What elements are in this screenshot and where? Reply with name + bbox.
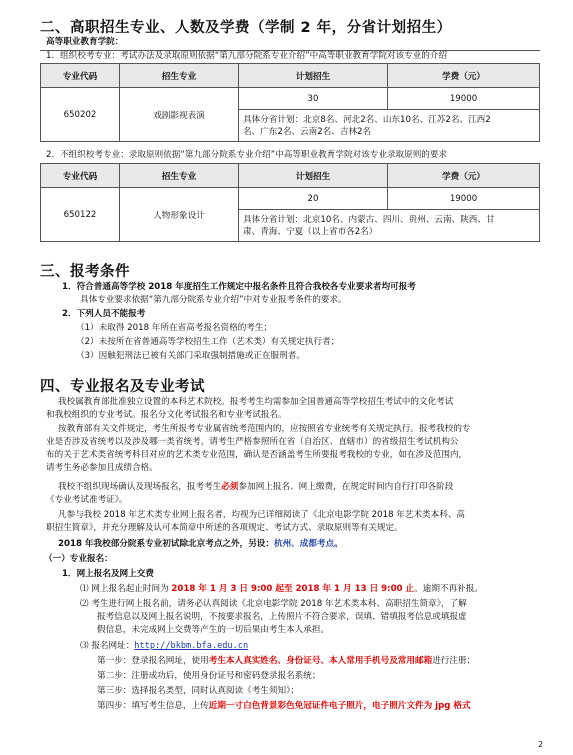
detail-line-1: 北京10名、内蒙古、四川、贵州、云南、陕西、甘 [303, 214, 495, 225]
program-table-1 [40, 63, 540, 142]
text: 参加网上报名、网上缴费，在规定时间内自行打印各阶段 [238, 482, 454, 492]
subsection-registration: （一）专业报名： [44, 554, 113, 564]
text: 第一步：登录报名网址，使用 [97, 656, 209, 666]
text: 进行注册； [432, 656, 476, 666]
header-plan: 计划招生 [239, 164, 388, 188]
photo-requirement: 近期一寸白色背景彩色免冠证件电子照片，电子照片文件为 jpg 格式 [208, 701, 471, 711]
step-3: 第三步：选择报名类型，同时认真阅读《考生须知》； [97, 686, 299, 696]
condition-2-a: （1）未取得 2018 年所在省高考报名资格的考生； [76, 323, 273, 333]
step-1-required-info: 考生本人真实姓名、身份证号、本人常用手机号及常用邮箱 [208, 656, 433, 666]
cell-province-plan [239, 110, 540, 142]
detail-label: 具体分省计划： [243, 114, 304, 125]
extra-exam-sites [58, 539, 343, 550]
header-code: 专业代码 [41, 64, 120, 88]
cell-code: 650122 [41, 188, 120, 242]
paragraph-3-line-2: 《专业考试准考证》。 [46, 495, 128, 505]
step-2: 第二步：注册成功后，使用身份证号和密码登录报名系统； [97, 671, 321, 681]
text: 。逾期不再补报。 [414, 584, 483, 594]
condition-1-detail: 具体专业要求依据“第九部分院系专业介绍”中对专业报考条件的要求。 [80, 295, 347, 305]
registration-dates: 2018 年 1 月 3 日 9:00 起至 2018 年 1 月 13 日 9:00 止 [171, 584, 415, 594]
text: ⑶ 报名网址： [80, 641, 135, 651]
college-name: 高等职业教育学院： [46, 37, 124, 47]
step-1 [97, 656, 475, 667]
registration-note-line-2: 报考信息以及网上报名说明，不按要求报名，上传照片不符合要求，误填、错填报考信息或填报虚 [97, 612, 467, 622]
paragraph-3-line-1 [58, 482, 453, 493]
table-row [41, 88, 540, 110]
section-2-heading: 二、高职招生专业、人数及学费（学制 2 年，分省计划招生） [40, 20, 452, 36]
cell-major: 戏剧影视表演 [120, 88, 239, 142]
section-4-heading: 四、专业报名及专业考试 [40, 379, 205, 395]
cell-fee: 19000 [388, 188, 540, 210]
registration-note-line-1: ⑵ 考生进行网上报名前，请务必认真阅读《北京电影学院 2018 年艺术类本科、高职招生简章》，了解 [80, 599, 467, 609]
detail-line-2: 名、广东2名、云南2名、吉林2名 [243, 126, 372, 137]
header-major: 招生专业 [120, 64, 239, 88]
cell-province-plan [239, 210, 540, 242]
detail-line-2: 肃、青海、宁夏（以上省市各2名） [243, 226, 378, 237]
table-row [41, 188, 540, 210]
registration-url-link[interactable]: http://bkbm.bfa.edu.cn [134, 641, 249, 651]
detail-line-1: 北京8名、河北2名、山东10名、江苏2名、江西2 [303, 114, 491, 125]
registration-period [80, 584, 483, 595]
header-fee: 学费（元） [388, 164, 540, 188]
table-header-row [41, 64, 540, 88]
paragraph-4-line-1: 凡参与我校 2018 年艺术类专业网上报名者，均视为已详细阅读了《北京电影学院 2018 年艺术类本科、高 [58, 510, 466, 520]
emphasis-must: 必须 [221, 482, 239, 492]
text: ⑴ 网上报名起止时间为 [80, 584, 172, 594]
text: 2018 年我校部分院系专业初试除北京考点之外，另设： [58, 539, 274, 549]
subsection-online-registration: 1．网上报名及网上交费 [62, 569, 154, 579]
cell-plan: 30 [239, 88, 388, 110]
paragraph-2-line-3: 布的关于艺术类省统考科目对应的艺术类专业范围，确认是否涵盖考生所要报考我校的专业，如在涉及范围内， [46, 450, 468, 460]
header-code: 专业代码 [41, 164, 120, 188]
header-fee: 学费（元） [388, 64, 540, 88]
section-3-heading: 三、报考条件 [40, 264, 130, 280]
step-4 [97, 701, 471, 712]
detail-label: 具体分省计划： [243, 214, 304, 225]
paragraph-1-line-2: 和我校组织的专业考试。报名分文化考试报名和专业考试报名。 [46, 410, 287, 420]
header-major: 招生专业 [120, 164, 239, 188]
cell-code: 650202 [41, 88, 120, 142]
condition-2-c: （3）因触犯刑法已被有关部门采取强制措施或正在服刑者。 [76, 351, 305, 361]
text: 我校不组织现场确认及现场报名，报考考生 [58, 482, 222, 492]
page-number: 2 [538, 740, 544, 749]
condition-2-b: （2）未按所在省普通高等学校招生工作（艺术类）有关规定执行者； [76, 337, 340, 347]
cell-major: 人物形象设计 [120, 188, 239, 242]
header-plan: 计划招生 [239, 64, 388, 88]
registration-note-line-3: 假信息，未完成网上交费等产生的一切后果由考生本人承担。 [97, 625, 330, 635]
condition-1: 1．符合普通高等学校 2018 年度招生工作规定中报名条件且符合我校各专业要求者均可报考 [62, 282, 416, 292]
paragraph-2-line-2: 业是否涉及省统考以及涉及哪一类省统考，请考生严格参照所在省（自治区、直辖市）的省级招生考试机构公 [46, 437, 459, 447]
text: 第四步：填写考生信息，上传 [97, 701, 209, 711]
cell-fee: 19000 [388, 88, 540, 110]
exam-site-cities: 杭州、成都考点。 [273, 539, 343, 549]
table-header-row [41, 164, 540, 188]
condition-2: 2．下列人员不能报考 [62, 309, 146, 319]
paragraph-2-line-1: 按教育部有关文件规定，考生所报考专业属省统考范围内的，应按照省专业统考有关规定执行。报考我校的专 [58, 424, 471, 434]
paragraph-1-line-1: 我校属教育部批准独立设置的本科艺术院校。报考考生均需参加全国普通高等学校招生考试中的文化考试 [58, 397, 454, 407]
paragraph-2-line-4: 请考生务必参加且成绩合格。 [46, 463, 158, 473]
program-table-2 [40, 163, 540, 242]
registration-website [80, 641, 248, 652]
note-2: 2．不组织校考专业：录取原则依据“第九部分院系专业介绍”中高等职业教育学院对该专业录取原则的要求 [46, 150, 448, 160]
note-1: 1．组织校考专业：考试办法及录取原则依据“第九部分院系专业介绍”中高等职业教育学院对该专业的介绍 [46, 51, 448, 61]
cell-plan: 20 [239, 188, 388, 210]
paragraph-4-line-2: 职招生简章》，并充分理解及认可本简章中所述的各项规定、考试方式、录取原则等有关规定。 [46, 523, 403, 533]
